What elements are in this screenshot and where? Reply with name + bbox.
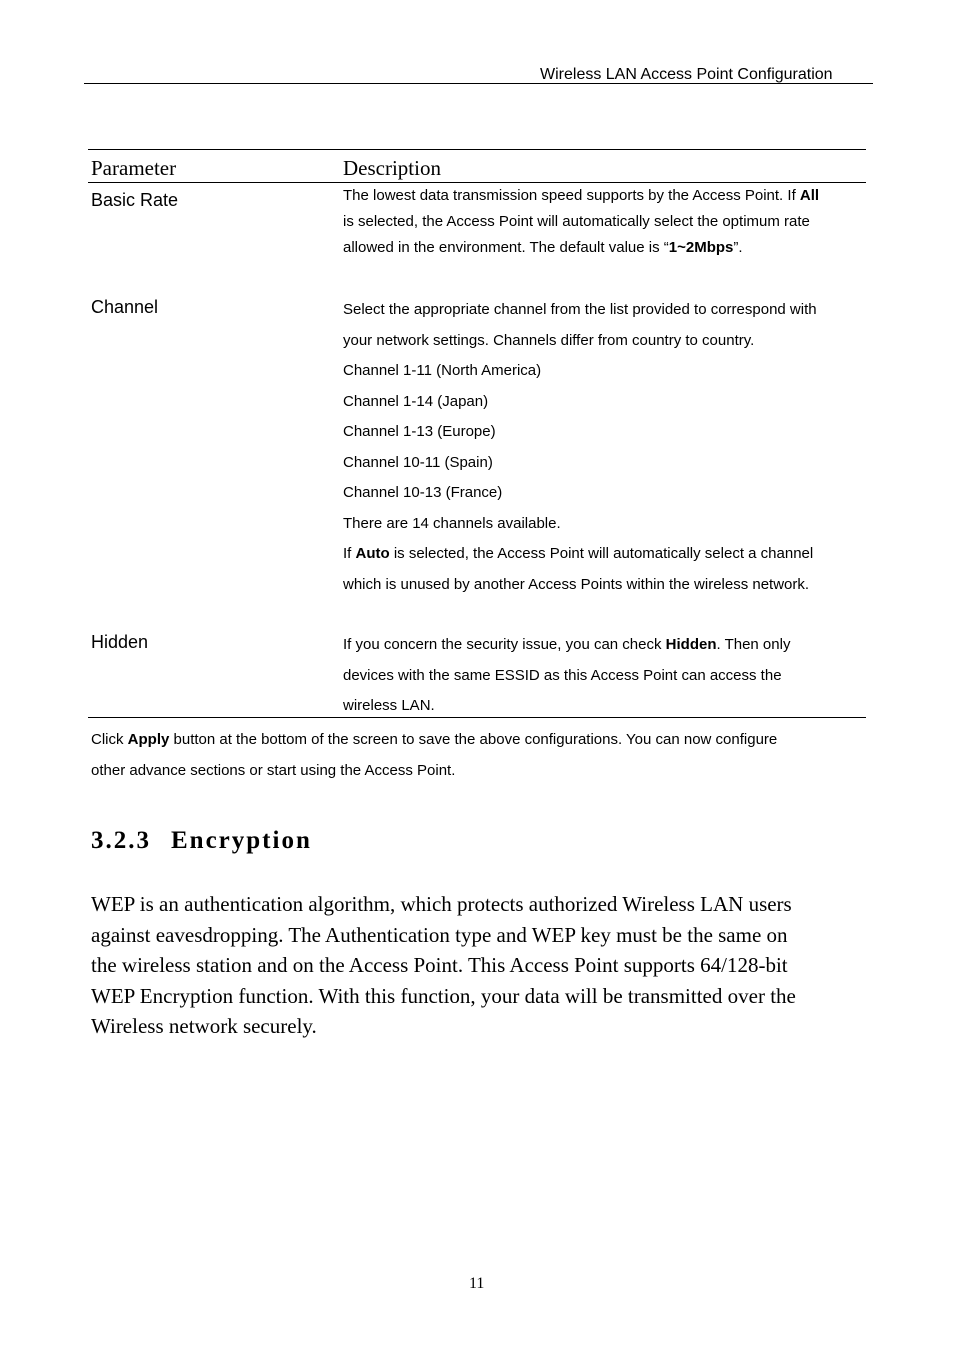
text-line [343,235,861,261]
text-run: ”. [733,239,743,256]
text-line [343,509,861,540]
text-line [343,295,861,326]
text-line [91,755,861,786]
text-line [343,539,861,570]
text-run: Channel 1-14 (Japan) [343,392,489,410]
text-run: is selected, the Access Point will automatically select the optimum rate [343,213,810,230]
body-line: WEP is an authentication algorithm, which protects authorized Wireless LAN users [91,892,792,916]
text-line [91,724,861,755]
desc-basic-rate [343,183,861,261]
text-line [343,691,861,722]
text-run: allowed in the environment. The default value is “ [343,239,669,256]
text-line [343,570,861,601]
body-line: WEP Encryption function. With this function, your data will be transmitted over the [91,983,796,1008]
text-line [343,478,861,509]
section-title: Encryption [171,827,312,854]
text-run: devices with the same ESSID as this Access Point can access the [343,666,782,684]
text-run: Channel 10-13 (France) [343,484,503,501]
bold-term: 1~2Mbps [668,239,734,256]
text-line [343,326,861,357]
text-run: button at the bottom of the screen to save the above configurations. You can now configure [169,731,778,748]
text-run: If you concern the security issue, you can check [343,636,666,653]
param-hidden: Hidden [91,632,149,652]
body-line: against eavesdropping. The Authentication type and WEP key must be the same on [91,922,788,947]
desc-hidden [343,630,861,722]
text-run: Channel 1-11 (North America) [343,362,542,379]
page-number: 11 [469,1275,485,1292]
param-basic-rate: Basic Rate [91,190,179,210]
bold-term: Hidden [665,636,717,653]
text-run: The lowest data transmission speed supports by the Access Point. If [343,187,800,204]
text-run: . Then only [716,636,791,653]
text-run: Select the appropriate channel from the list provided to correspond with [343,301,817,318]
text-line [343,183,861,209]
text-line [343,661,861,692]
running-header: Wireless LAN Access Point Configuration [540,66,833,83]
text-run: is selected, the Access Point will automatically select a channel [389,545,814,562]
text-run: wireless LAN. [343,697,435,714]
bold-term: Auto [355,545,390,562]
text-line [343,448,861,479]
section-heading [91,827,312,855]
text-run: If [343,545,356,562]
text-run: your network settings. Channels differ from country to country. [343,331,755,349]
text-run: Channel 1-13 (Europe) [343,423,496,440]
text-line [343,356,861,387]
apply-note [91,724,861,786]
column-header-description: Description [343,156,441,180]
desc-channel [343,295,861,600]
text-line [343,387,861,418]
text-run: There are 14 channels available. [343,514,561,532]
text-run: other advance sections or start using the Access Point. [91,762,456,779]
text-run: Click [91,731,128,748]
text-run: Channel 10-11 (Spain) [343,453,493,471]
bold-term: Apply [127,731,170,748]
body-line: the wireless station and on the Access Point. This Access Point supports 64/128-bit [91,953,788,978]
text-line [343,630,861,661]
header-rule [84,83,873,84]
body-line: Wireless network securely. [91,1014,317,1039]
param-channel: Channel [91,297,159,317]
text-line [343,209,861,235]
text-line [343,417,861,448]
column-header-parameter: Parameter [91,156,177,180]
section-number: 3.2.3 [91,827,151,854]
section-body [91,889,861,1042]
text-run: which is unused by another Access Points within the wireless network. [343,575,810,593]
bold-term: All [799,187,820,204]
